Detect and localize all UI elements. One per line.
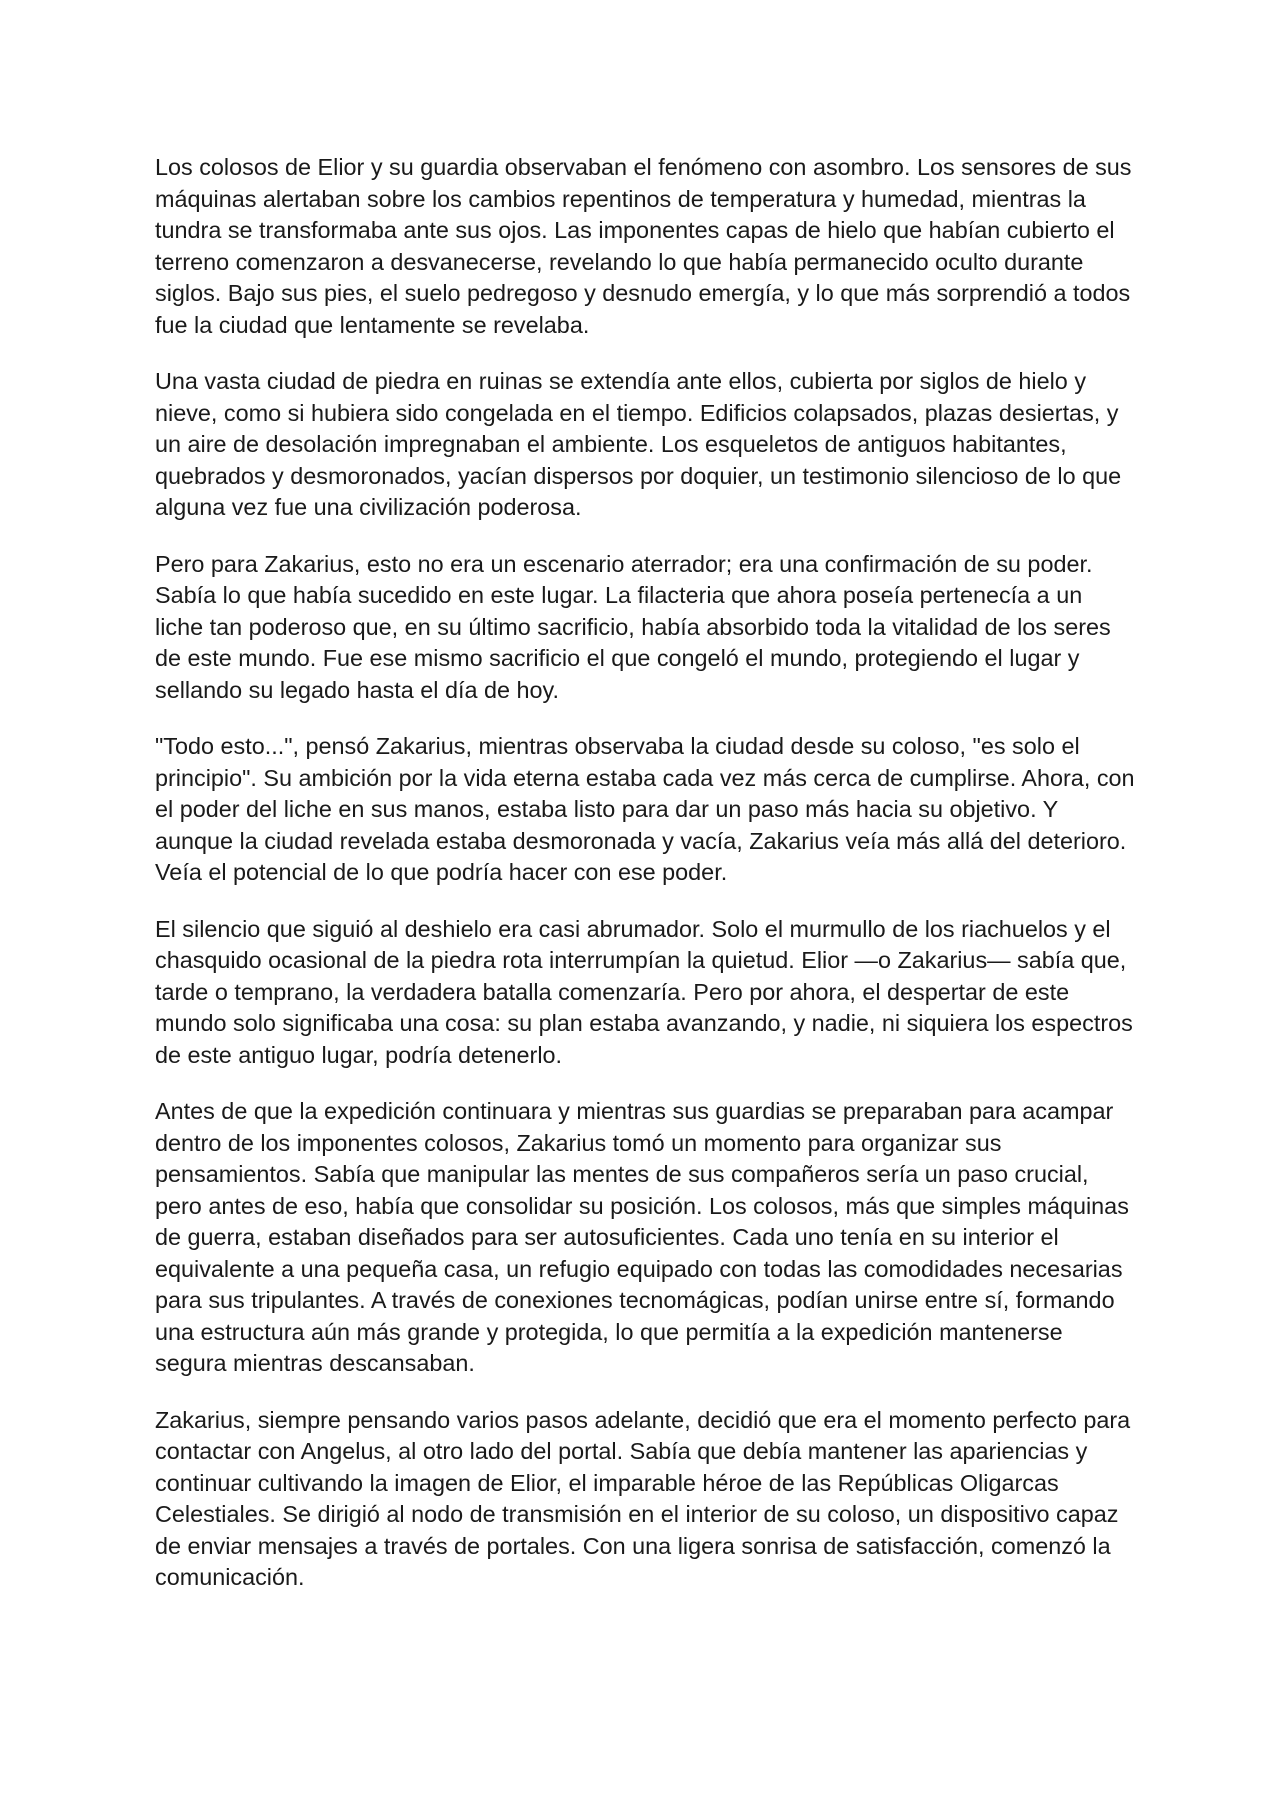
paragraph-6: Antes de que la expedición continuara y mientras sus guardias se preparaban para acampar dentro de los imponentes colosos, Zakarius tomó un momento para organizar sus pensamientos. Sabía que manipular las mentes de sus compañeros sería un paso crucial, pero antes de eso, había que consolidar su posición. Los colosos, más que simples máquinas de guerra, estaban diseñados para ser autosuficientes. Cada uno tenía en su interior el equivalente a una pequeña casa, un refugio equipado con todas las comodidades necesarias para sus tripulantes. A través de conexiones tecnomágicas, podían unirse entre sí, formando una estructura aún más grande y protegida, lo que permitía a la expedición mantenerse segura mientras descansaban. xyxy=(155,1098,1129,1376)
paragraph-1: Los colosos de Elior y su guardia observaban el fenómeno con asombro. Los sensores de sus máquinas alertaban sobre los cambios repentinos de temperatura y humedad, mientras la tundra se transformaba ante sus ojos. Las imponentes capas de hielo que habían cubierto el terreno comenzaron a desvanecerse, revelando lo que había permanecido oculto durante siglos. Bajo sus pies, el suelo pedregoso y desnudo emergía, y lo que más sorprendió a todos fue la ciudad que lentamente se revelaba. xyxy=(155,154,1132,338)
paragraph-4: "Todo esto...", pensó Zakarius, mientras observaba la ciudad desde su coloso, "es solo el principio". Su ambición por la vida eterna estaba cada vez más cerca de cumplirse. Ahora, con el poder del liche en sus manos, estaba listo para dar un paso más hacia su objetivo. Y aunque la ciudad revelada estaba desmoronada y vacía, Zakarius veía más allá del deterioro. Veía el potencial de lo que podría hacer con ese poder. xyxy=(155,733,1135,885)
paragraph-2: Una vasta ciudad de piedra en ruinas se extendía ante ellos, cubierta por siglos de hielo y nieve, como si hubiera sido congelada en el tiempo. Edificios colapsados, plazas desiertas, y un aire de desolación impregnaban el ambiente. Los esqueletos de antiguos habitantes, quebrados y desmoronados, yacían dispersos por doquier, un testimonio silencioso de lo que alguna vez fue una civilización poderosa. xyxy=(155,368,1122,520)
paragraph-3: Pero para Zakarius, esto no era un escenario aterrador; era una confirmación de su poder. Sabía lo que había sucedido en este lugar. La filacteria que ahora poseía pertenecía a un liche tan poderoso que, en su último sacrificio, había absorbido toda la vitalidad de los seres de este mundo. Fue ese mismo sacrificio el que congeló el mundo, protegiendo el lugar y sellando su legado hasta el día de hoy. xyxy=(155,550,1111,703)
paragraph-7: Zakarius, siempre pensando varios pasos adelante, decidió que era el momento perfecto para contactar con Angelus, al otro lado del portal. Sabía que debía mantener las apariencias y continuar cultivando la imagen de Elior, el imparable héroe de las Repúblicas Oligarcas Celestiales. Se dirigió al nodo de transmisión en el interior de su coloso, un dispositivo capaz de enviar mensajes a través de portales. Con una ligera sonrisa de satisfacción, comenzó la comunicación. xyxy=(155,1406,1131,1590)
document-body xyxy=(155,152,1135,1619)
paragraph-5: El silencio que siguió al deshielo era casi abrumador. Solo el murmullo de los riachuelos y el chasquido ocasional de la piedra rota interrumpían la quietud. Elior —o Zakarius— sabía que, tarde o temprano, la verdadera batalla comenzaría. Pero por ahora, el despertar de este mundo solo significaba una cosa: su plan estaba avanzando, y nadie, ni siquiera los espectros de este antiguo lugar, podría detenerlo. xyxy=(155,915,1133,1068)
